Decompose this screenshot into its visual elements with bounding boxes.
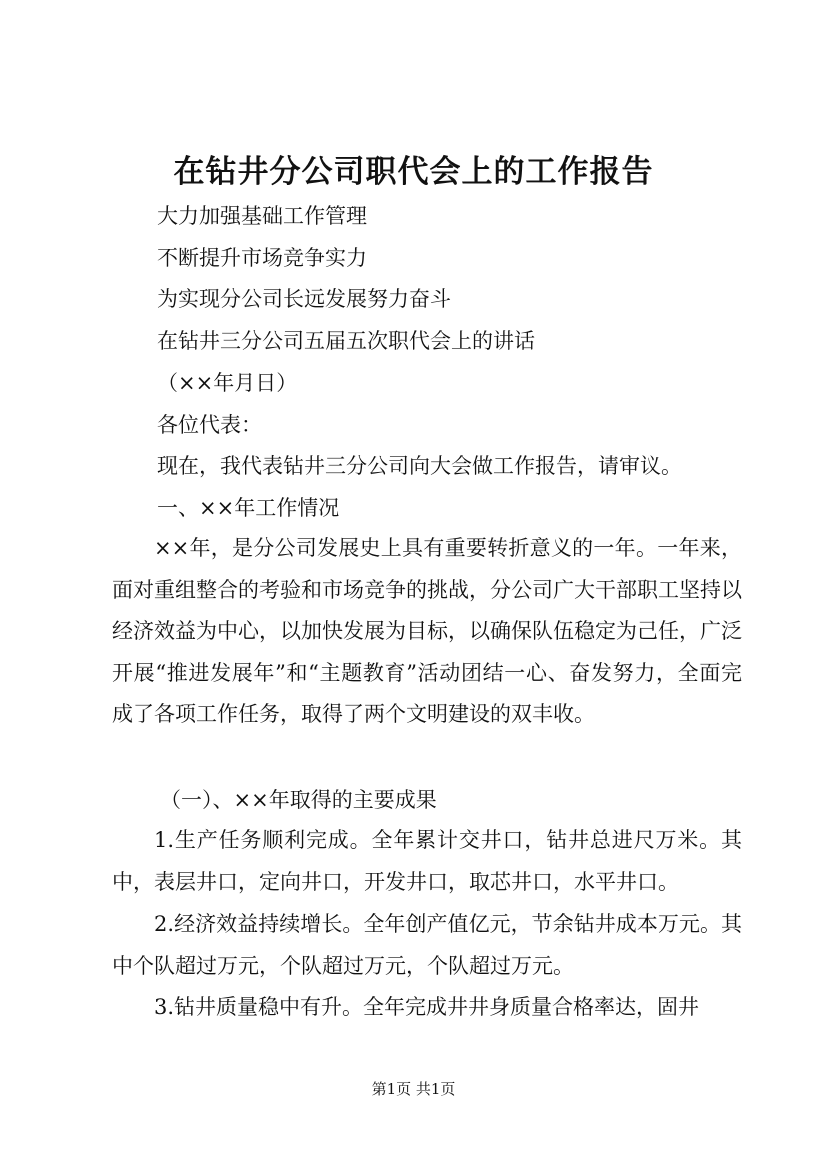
- greeting: 各位代表：: [157, 413, 262, 437]
- subsection-1-heading: （一）、××年取得的主要成果: [160, 788, 437, 812]
- subtitle-line-4: 在钻井三分公司五届五次职代会上的讲话: [157, 329, 535, 353]
- subtitle-line-1: 大力加强基础工作管理: [157, 204, 367, 228]
- subtitle-line-3: 为实现分公司长远发展努力奋斗: [157, 287, 451, 311]
- achievement-item-2: 2.经济效益持续增长。全年创产值亿元，节余钻井成本万元。其中个队超过万元，个队超过万元，个队超过万元。: [112, 912, 742, 978]
- page-footer: 第1页 共1页: [371, 1080, 456, 1098]
- opening-sentence: 现在，我代表钻井三分公司向大会做工作报告，请审议。: [157, 454, 682, 478]
- achievement-item-1: 1.生产任务顺利完成。全年累计交井口，钻井总进尺万米。其中，表层井口，定向井口，开发井口，取芯井口，水平井口。: [112, 828, 742, 894]
- document-title: 在钻井分公司职代会上的工作报告: [173, 154, 654, 190]
- achievement-item-3: 3.钻井质量稳中有升。全年完成井井身质量合格率达，固井: [154, 995, 700, 1019]
- section-1-heading: 一、××年工作情况: [157, 496, 340, 520]
- subtitle-line-2: 不断提升市场竞争实力: [157, 246, 367, 270]
- speech-date: （××年月日）: [157, 371, 298, 395]
- section-1-paragraph: ××年，是分公司发展史上具有重要转折意义的一年。一年来，面对重组整合的考验和市场竞争的挑战，分公司广大干部职工坚持以经济效益为中心，以加快发展为目标，以确保队伍稳定为己任，广泛开展“推进发展年”和“主题教育”活动团结一心、奋发努力，全面完成了各项工作任务，取得了两个文明建设的双丰收。: [112, 536, 742, 727]
